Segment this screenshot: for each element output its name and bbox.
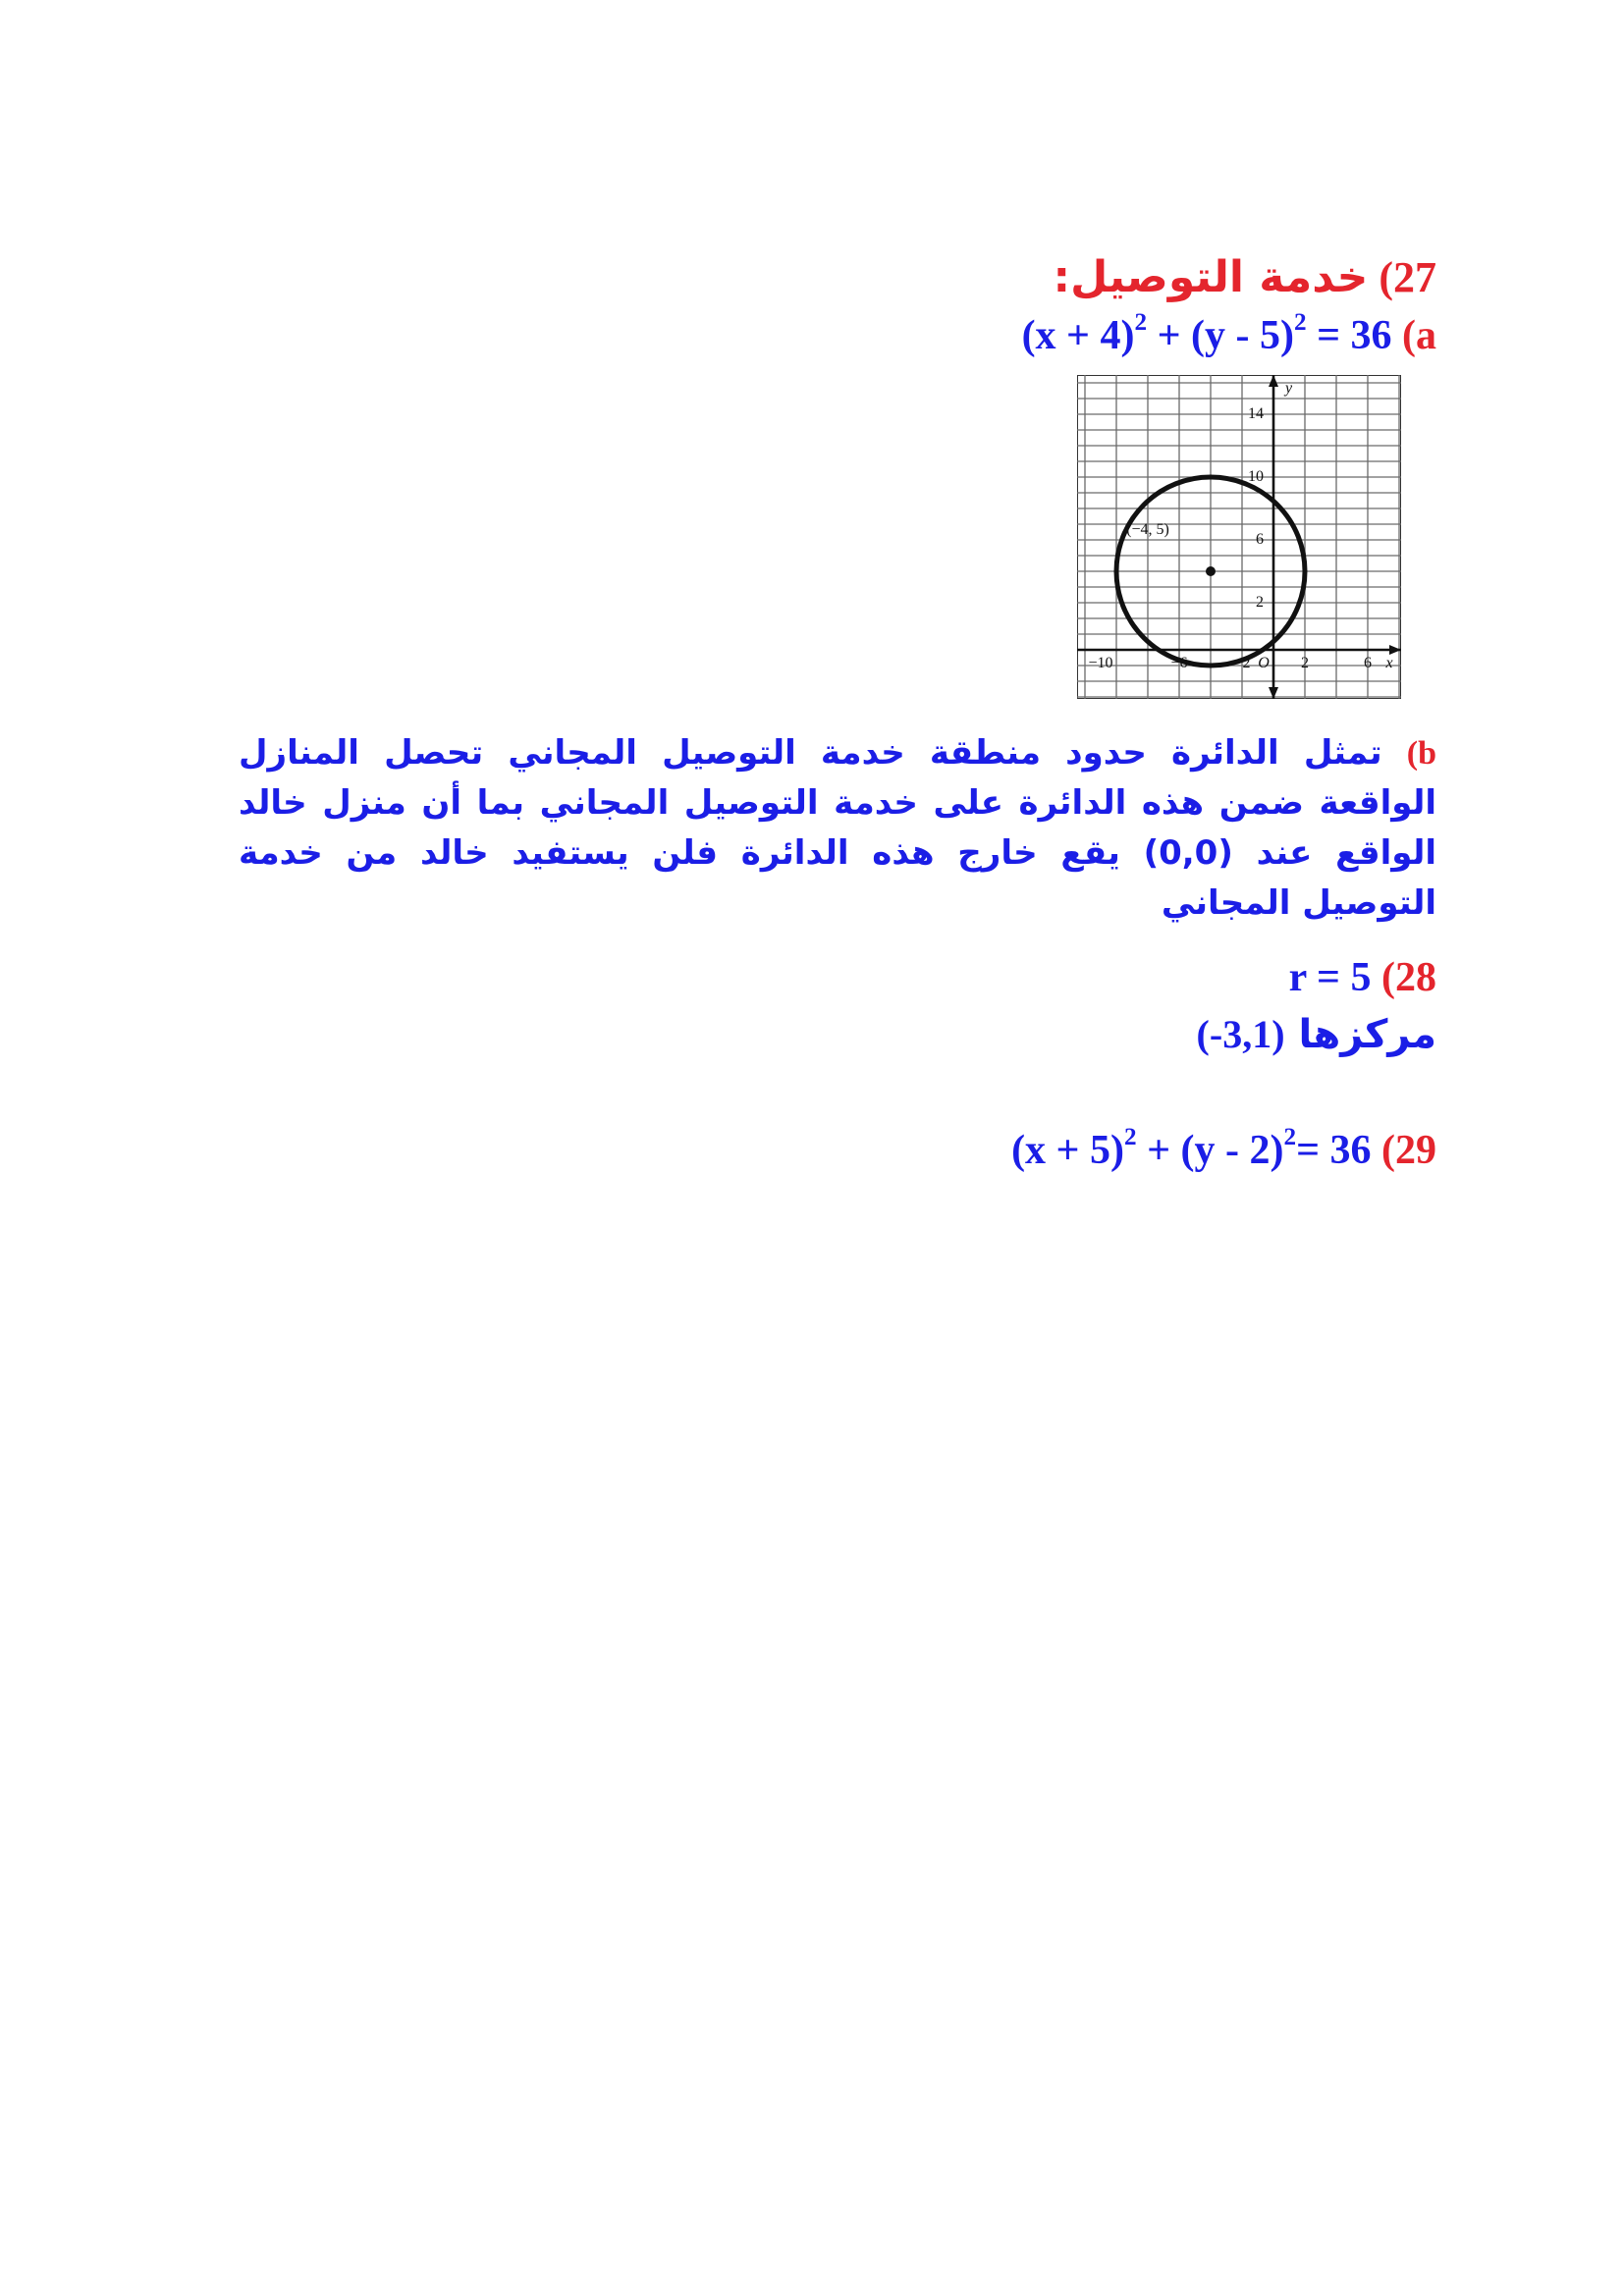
circle-graph — [1077, 375, 1401, 699]
equation-a-exp2: 2 — [1293, 309, 1307, 337]
center-point — [1206, 566, 1216, 576]
equation-a-term2: + (y - 5) — [1147, 313, 1294, 358]
equation-29-term1: (x + 5) — [1011, 1128, 1124, 1173]
question-27-title — [1053, 252, 1436, 302]
part-b-marker: b) — [1406, 735, 1436, 772]
y-tick-10: 10 — [1248, 468, 1264, 485]
center-label-text: مركزها — [1284, 1012, 1436, 1057]
center-value: (-3,1) — [1196, 1012, 1285, 1056]
equation-29-term2: + (y - 2) — [1136, 1128, 1284, 1173]
x-tick-minus2: −2 — [1233, 655, 1251, 671]
y-tick-2: 2 — [1256, 594, 1264, 611]
question-29-equation — [1011, 1124, 1436, 1174]
center-label: (−4, 5) — [1126, 521, 1169, 538]
question-27-heading: خدمة التوصيل: — [1053, 252, 1369, 302]
part-b-text: تمثل الدائرة حدود منطقة خدمة التوصيل المجاني تحصل المنازل الواقعة ضمن هذه الدائرة على خدمة التوصيل المجاني بما أن منزل خالد الواقع عند (0,0) يقع خارج هذه الدائرة فلن يستفيد خالد من خدمة التوصيل المجاني — [239, 733, 1436, 923]
x-tick-2: 2 — [1301, 655, 1309, 671]
question-28-marker: (28 — [1371, 955, 1436, 1000]
x-tick-minus6: −6 — [1170, 655, 1188, 671]
equation-a-exp1: 2 — [1134, 309, 1148, 337]
radius-value: r = 5 — [1288, 955, 1372, 1000]
question-27-number: 27) — [1379, 253, 1436, 301]
x-tick-minus10: −10 — [1088, 655, 1113, 671]
question-27-part-a — [1021, 309, 1436, 359]
origin-label: O — [1258, 655, 1270, 671]
y-tick-6: 6 — [1256, 531, 1264, 548]
question-28-center — [1197, 1011, 1436, 1057]
y-tick-14: 14 — [1248, 405, 1264, 422]
y-axis-label: y — [1285, 380, 1293, 397]
part-a-marker: (a — [1391, 313, 1436, 358]
question-29-marker: (29 — [1371, 1128, 1436, 1173]
x-axis-label: x — [1385, 655, 1393, 671]
equation-29-exp1: 2 — [1123, 1124, 1137, 1151]
x-tick-6: 6 — [1364, 655, 1372, 671]
equation-29-rhs: = 36 — [1296, 1128, 1372, 1173]
equation-29-exp2: 2 — [1283, 1124, 1297, 1151]
equation-a-rhs: = 36 — [1306, 313, 1392, 358]
equation-a-term1: (x + 4) — [1021, 313, 1135, 358]
question-28-radius — [1289, 954, 1436, 1001]
question-27-part-b — [239, 728, 1436, 929]
